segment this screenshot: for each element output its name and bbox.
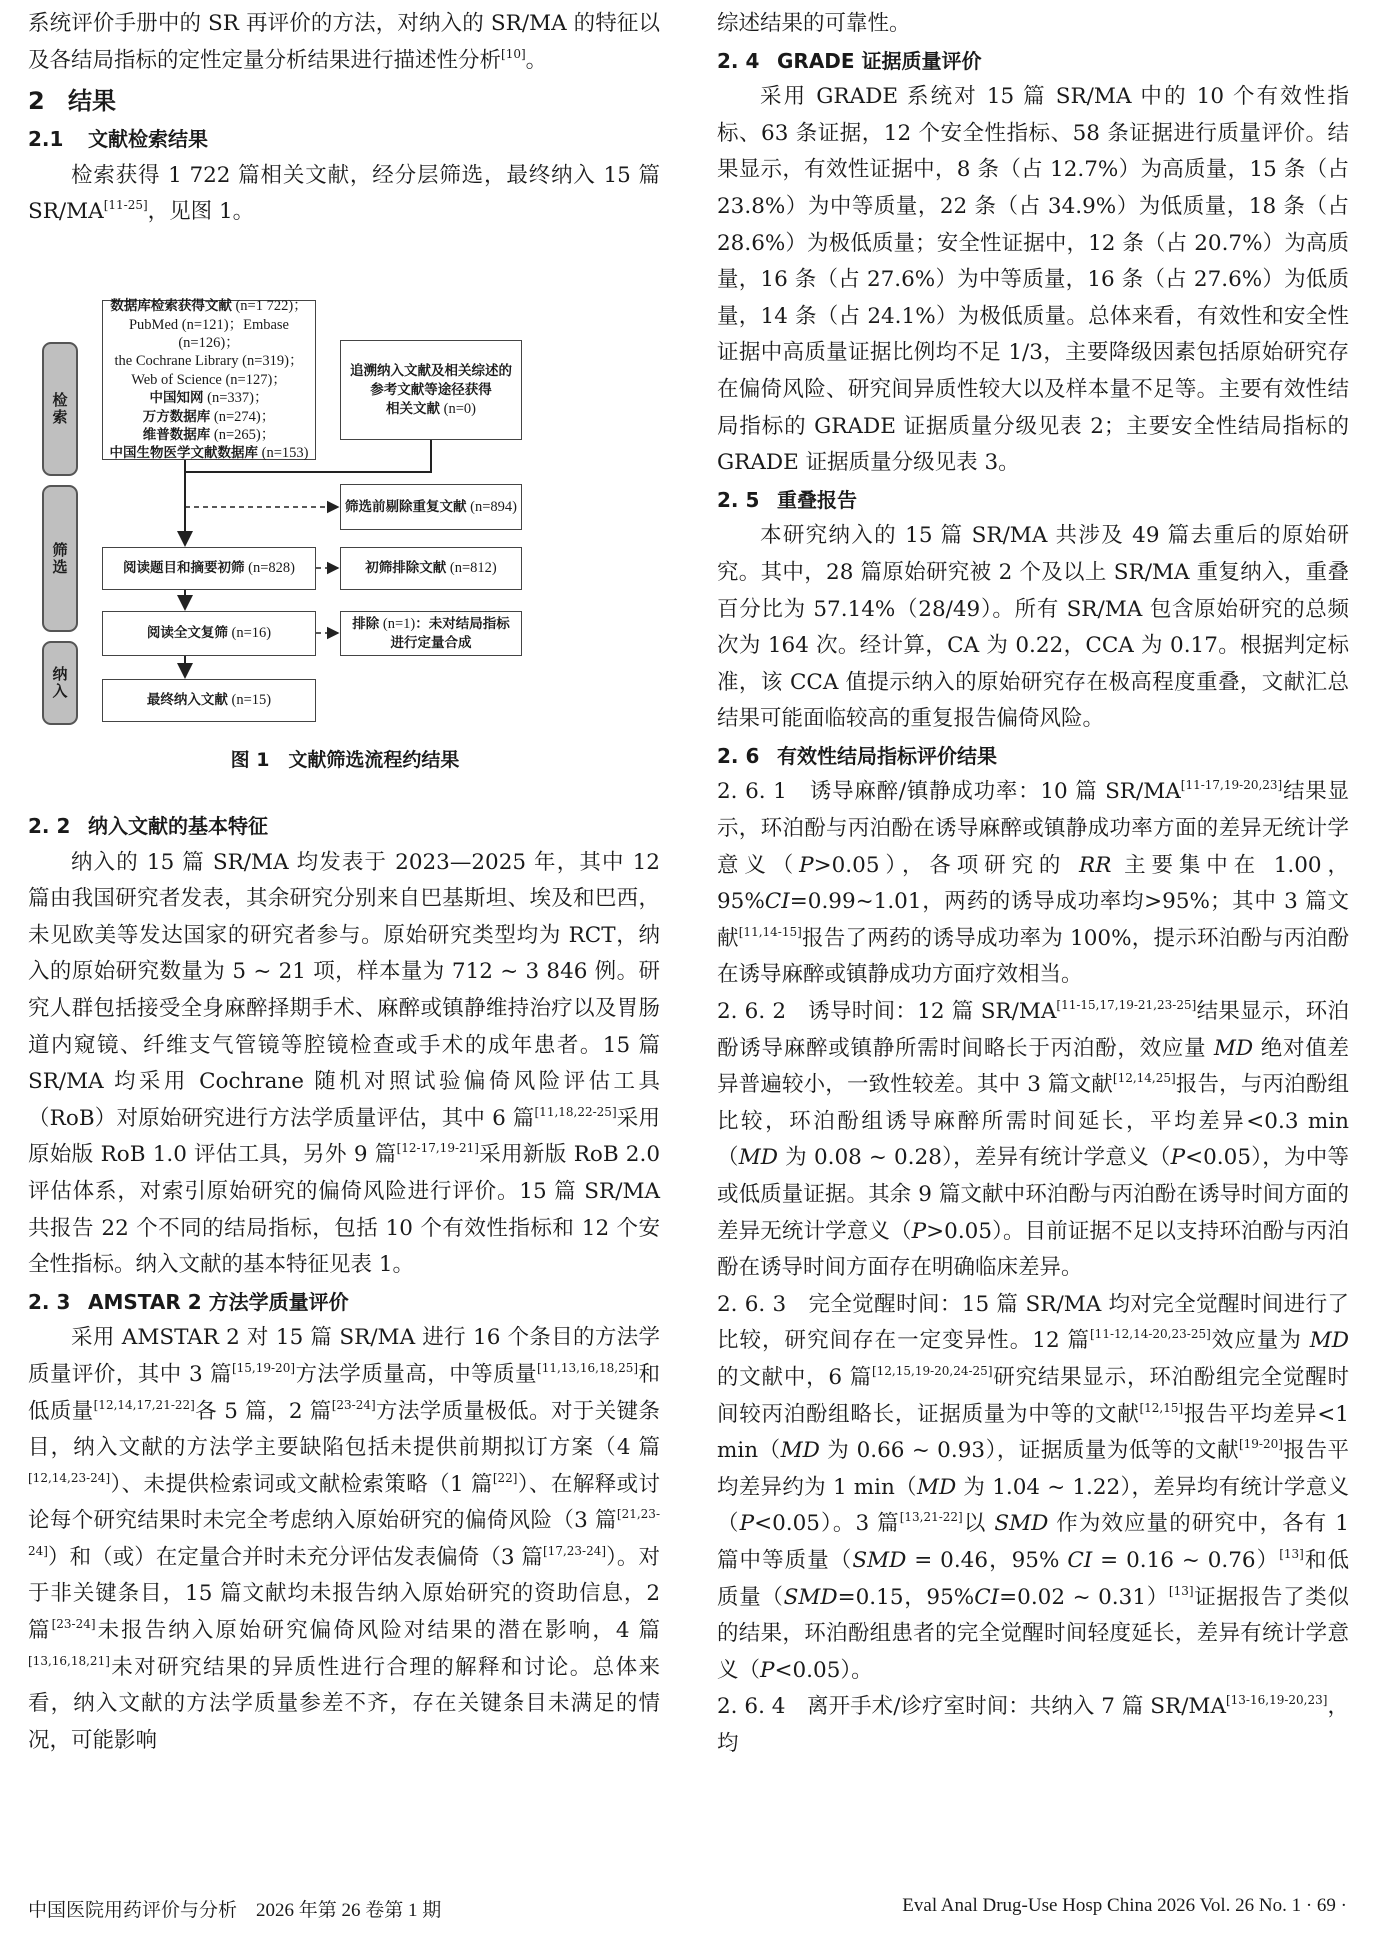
citation[interactable]: [13-16,19-20,23] [1225, 1693, 1328, 1708]
citation[interactable]: [23-24] [51, 1617, 96, 1632]
citation[interactable]: [13] [1279, 1546, 1304, 1561]
subsection-heading-2-2: 2. 2 纳入文献的基本特征 [28, 814, 268, 838]
right-column [717, 0, 1349, 1763]
title-abstract-screen-box: 阅读题目和摘要初筛 (n=828) [102, 547, 316, 590]
initial-exclusion-box: 初筛排除文献 (n=812) [340, 547, 522, 590]
citation[interactable]: [12,14,23-24] [28, 1470, 111, 1485]
paragraph-2-6-4: 2. 6. 4 离开手术/诊疗室时间：共纳入 7 篇 SR/MA[13-16,19-20,23]，均 [717, 1693, 1349, 1756]
paragraph-2-2: 纳入的 15 篇 SR/MA 均发表于 2023—2025 年，其中 12 篇由我国研究者发表，其余研究分别来自巴基斯坦、埃及和巴西，未见欧美等发达国家的研究者参与。原始研究类型均为 RCT，纳入的原始研究数量为 5 ~ 21 项，样本量为 712 ~ 3 846 例。研究人群包括接受全身麻醉择期手术、麻醉或镇静维持治疗以及胃肠道内窥镜、纤维支气管镜等腔镜检查或手术的成年患者。15 篇 SR/MA 均采用 Cochrane 随机对照试验偏倚风险评估工具（RoB）对原始研究进行方法学质量评估，其中 6 篇[11,18,22-25]采用原始版 RoB 1.0 评估工具，另外 9 篇[12-17,19-21]采用新版 RoB 2.0 评估体系，对索引原始研究的偏倚风险进行评价。15 篇 SR/MA 共报告 22 个不同的结局指标，包括 10 个有效性指标和 12 个安全性指标。纳入文献的基本特征见表 1。 [28, 849, 660, 1278]
subsection-heading-2-6: 2. 6 有效性结局指标评价结果 [717, 743, 997, 768]
citation[interactable]: [23-24] [331, 1397, 376, 1412]
fulltext-screen-box: 阅读全文复筛 (n=16) [102, 611, 316, 656]
intro-paragraph: 系统评价手册中的 SR 再评价的方法，对纳入的 SR/MA 的特征以及各结局指标的定性定量分析结果进行描述性分析[10]。 [28, 11, 660, 73]
section-heading-results: 2 结果 [28, 87, 116, 116]
stage-label-search: 检索 [42, 342, 78, 476]
citation[interactable]: [13,21-22] [899, 1510, 963, 1525]
citation[interactable]: [10] [501, 46, 526, 61]
citation[interactable]: [11-12,14-20,23-25] [1090, 1327, 1211, 1342]
paragraph-2-4: 采用 GRADE 系统对 15 篇 SR/MA 中的 10 个有效性指标、63 条证据，12 个安全性指标、58 条证据进行质量评价。结果显示，有效性证据中，8 条（占 12.7%）为高质量，15 条（占 23.8%）为中等质量，22 条（占 34.9%）为低质量，18 条（占 28.6%）为极低质量；安全性证据中，12 条（占 20.7%）为高质量，16 条（占 27.6%）为中等质量，16 条（占 27.6%）为低质量，14 条（占 24.1%）为极低质量。总体来看，有效性和安全性证据中高质量证据比例均不足 1/3，主要降级因素包括原始研究存在偏倚风险、研究间异质性较大以及样本量不足等。主要有效性结局指标的 GRADE 证据质量分级见表 2；主要安全性结局指标的 GRADE 证据质量分级见表 3。 [717, 84, 1349, 476]
citation[interactable]: [17,23-24] [543, 1543, 607, 1558]
continued-paragraph: 综述结果的可靠性。 [717, 11, 911, 36]
subsection-heading-2-3: 2. 3 AMSTAR 2 方法学质量评价 [28, 1289, 349, 1314]
journal-footer-right: Eval Anal Drug-Use Hosp China 2026 Vol. 26 No. 1 · 69 · [902, 1895, 1347, 1916]
stage-label-screen: 筛选 [42, 485, 78, 632]
citation[interactable]: [12-17,19-21] [396, 1141, 479, 1156]
citation[interactable]: [22] [492, 1470, 518, 1485]
citation[interactable]: [11,14-15] [738, 924, 802, 939]
paragraph-2-6-3: 2. 6. 3 完全觉醒时间：15 篇 SR/MA 均对完全觉醒时间进行了比较，研究间存在一定变异性。12 篇[11-12,14-20,23-25]效应量为 MD 的文献中，6 篇[12,15,19-20,24-25]研究结果显示，环泊酚组完全觉醒时间较丙泊酚组略长，证据质量为中等的文献[12,15]报告平均差异<1 min（MD 为 0.66 ~ 0.93），证据质量为低等的文献[19-20]报告平均差异约为 1 min（MD 为 1.04 ~ 1.22），差异均有统计学意义（P<0.05）。3 篇[13,21-22]以 SMD 作为效应量的研究中，各有 1 篇中等质量（SMD = 0.46，95% CI = 0.16 ~ 0.76）[13]和低质量（SMD=0.15，95%CI=0.02 ~ 0.31）[13]证据报告了类似的结果，环泊酚组患者的完全觉醒时间轻度延长，差异有统计学意义（P<0.05）。 [717, 1291, 1349, 1683]
journal-footer-left: 中国医院用药评价与分析 2026 年第 26 卷第 1 期 [28, 1900, 442, 1921]
citation[interactable]: [15,19-20] [231, 1360, 296, 1375]
paragraph-2-1: 检索获得 1 722 篇相关文献，经分层筛选，最终纳入 15 篇 SR/MA[11-25]，见图 1。 [28, 162, 660, 225]
citation[interactable]: [11,13,16,18,25] [537, 1360, 639, 1375]
citation[interactable]: [11-15,17,19-21,23-25] [1056, 998, 1197, 1013]
paragraph-2-5: 本研究纳入的 15 篇 SR/MA 共涉及 49 篇去重后的原始研究。其中，28 篇原始研究被 2 个及以上 SR/MA 重复纳入，重叠百分比为 57.14%（28/49）。所有 SR/MA 包含原始研究的总频次为 164 次。经计算，CA 为 0.22，CCA 为 0.17。根据判定标准，该 CCA 值提示纳入的原始研究存在极高程度重叠，文献汇总结果可能面临较高的重复报告偏倚风险。 [717, 523, 1349, 732]
database-search-box: 数据库检索获得文献 (n=1 722)； PubMed (n=121)；Embase (n=126)； the Cochrane Library (n=319)； Web of Science (n=127)； 中国知网 (n=337)； 万方数据库 (n=274)； 维普数据库 (n=265)； 中国生物医学文献数据库 (n=153) [102, 300, 316, 460]
citation[interactable]: [11,18,22-25] [534, 1104, 617, 1119]
citation[interactable]: [12,15] [1139, 1400, 1184, 1415]
citation[interactable]: [13,16,18,21] [28, 1653, 110, 1668]
citation[interactable]: [12,15,19-20,24-25] [871, 1363, 993, 1378]
reference-tracing-box: 追溯纳入文献及相关综述的 参考文献等途径获得 相关文献 (n=0) [340, 340, 522, 440]
citation[interactable]: [21,23-24] [28, 1507, 660, 1558]
figure-caption: 图 1 文献筛选流程约结果 [230, 749, 460, 771]
paragraph-2-6-2: 2. 6. 2 诱导时间：12 篇 SR/MA[11-15,17,19-21,23-25]结果显示，环泊酚诱导麻醉或镇静所需时间略长于丙泊酚，效应量 MD 绝对值差异普遍较小，一致性较差。其中 3 篇文献[12,14,25]报告，与丙泊酚组比较，环泊酚组诱导麻醉所需时间延长，平均差异<0.3 min（MD 为 0.08 ~ 0.28），差异有统计学意义（P<0.05），为中等或低质量证据。其余 9 篇文献中环泊酚与丙泊酚在诱导时间方面的差异无统计学意义（P>0.05）。目前证据不足以支持环泊酚与丙泊酚在诱导时间方面存在明确临床差异。 [717, 998, 1349, 1281]
subsection-heading-2-1: 2.1 文献检索结果 [28, 127, 208, 152]
citation[interactable]: [13] [1168, 1583, 1194, 1598]
paragraph-2-6-1: 2. 6. 1 诱导麻醉/镇静成功率：10 篇 SR/MA[11-17,19-20,23]结果显示，环泊酚与丙泊酚在诱导麻醉或镇静成功率方面的差异无统计学意义（P>0.05），各项研究的 RR 主要集中在 1.00，95%CI=0.99~1.01，两药的诱导成功率均>95%；其中 3 篇文献[11,14-15]报告了两药的诱导成功率为 100%，提示环泊酚与丙泊酚在诱导麻醉或镇静成功方面疗效相当。 [717, 778, 1349, 988]
citation[interactable]: [11-17,19-20,23] [1180, 778, 1283, 793]
fulltext-exclusion-box: 排除 (n=1)：未对结局指标 进行定量合成 [340, 611, 522, 656]
left-column-lower [28, 808, 660, 1759]
final-included-box: 最终纳入文献 (n=15) [102, 679, 316, 722]
subsection-heading-2-5: 2. 5 重叠报告 [717, 487, 857, 512]
duplicate-removal-box: 筛选前剔除重复文献 (n=894) [340, 484, 522, 530]
citation[interactable]: [12,14,25] [1112, 1071, 1176, 1086]
stage-label-include: 纳入 [42, 641, 78, 725]
subsection-heading-2-4: 2. 4 GRADE 证据质量评价 [717, 48, 982, 73]
citation[interactable]: [19-20] [1238, 1437, 1283, 1452]
citation[interactable]: [11-25] [103, 198, 148, 213]
citation[interactable]: [12,14,17,21-22] [93, 1397, 195, 1412]
paragraph-2-3: 采用 AMSTAR 2 对 15 篇 SR/MA 进行 16 个条目的方法学质量评价，其中 3 篇[15,19-20]方法学质量高，中等质量[11,13,16,18,25]和低质量[12,14,17,21-22]各 5 篇，2 篇[23-24]方法学质量极低。对于关键条目，纳入文献的方法学主要缺陷包括未提供前期拟订方案（4 篇[12,14,23-24]）、未提供检索词或文献检索策略（1 篇[22]）、在解释或讨论每个研究结果时未完全考虑纳入原始研究的偏倚风险（3 篇[21,23-24]）和（或）在定量合并时未充分评估发表偏倚（3 篇[17,23-24]）。对于非关键条目，15 篇文献均未报告纳入原始研究的资助信息，2 篇[23-24]未报告纳入原始研究偏倚风险对结果的潜在影响，4 篇[13,16,18,21]未对研究结果的异质性进行合理的解释和讨论。总体来看，纳入文献的方法学质量参差不齐，存在关键条目未满足的情况，可能影响 [28, 1325, 660, 1753]
